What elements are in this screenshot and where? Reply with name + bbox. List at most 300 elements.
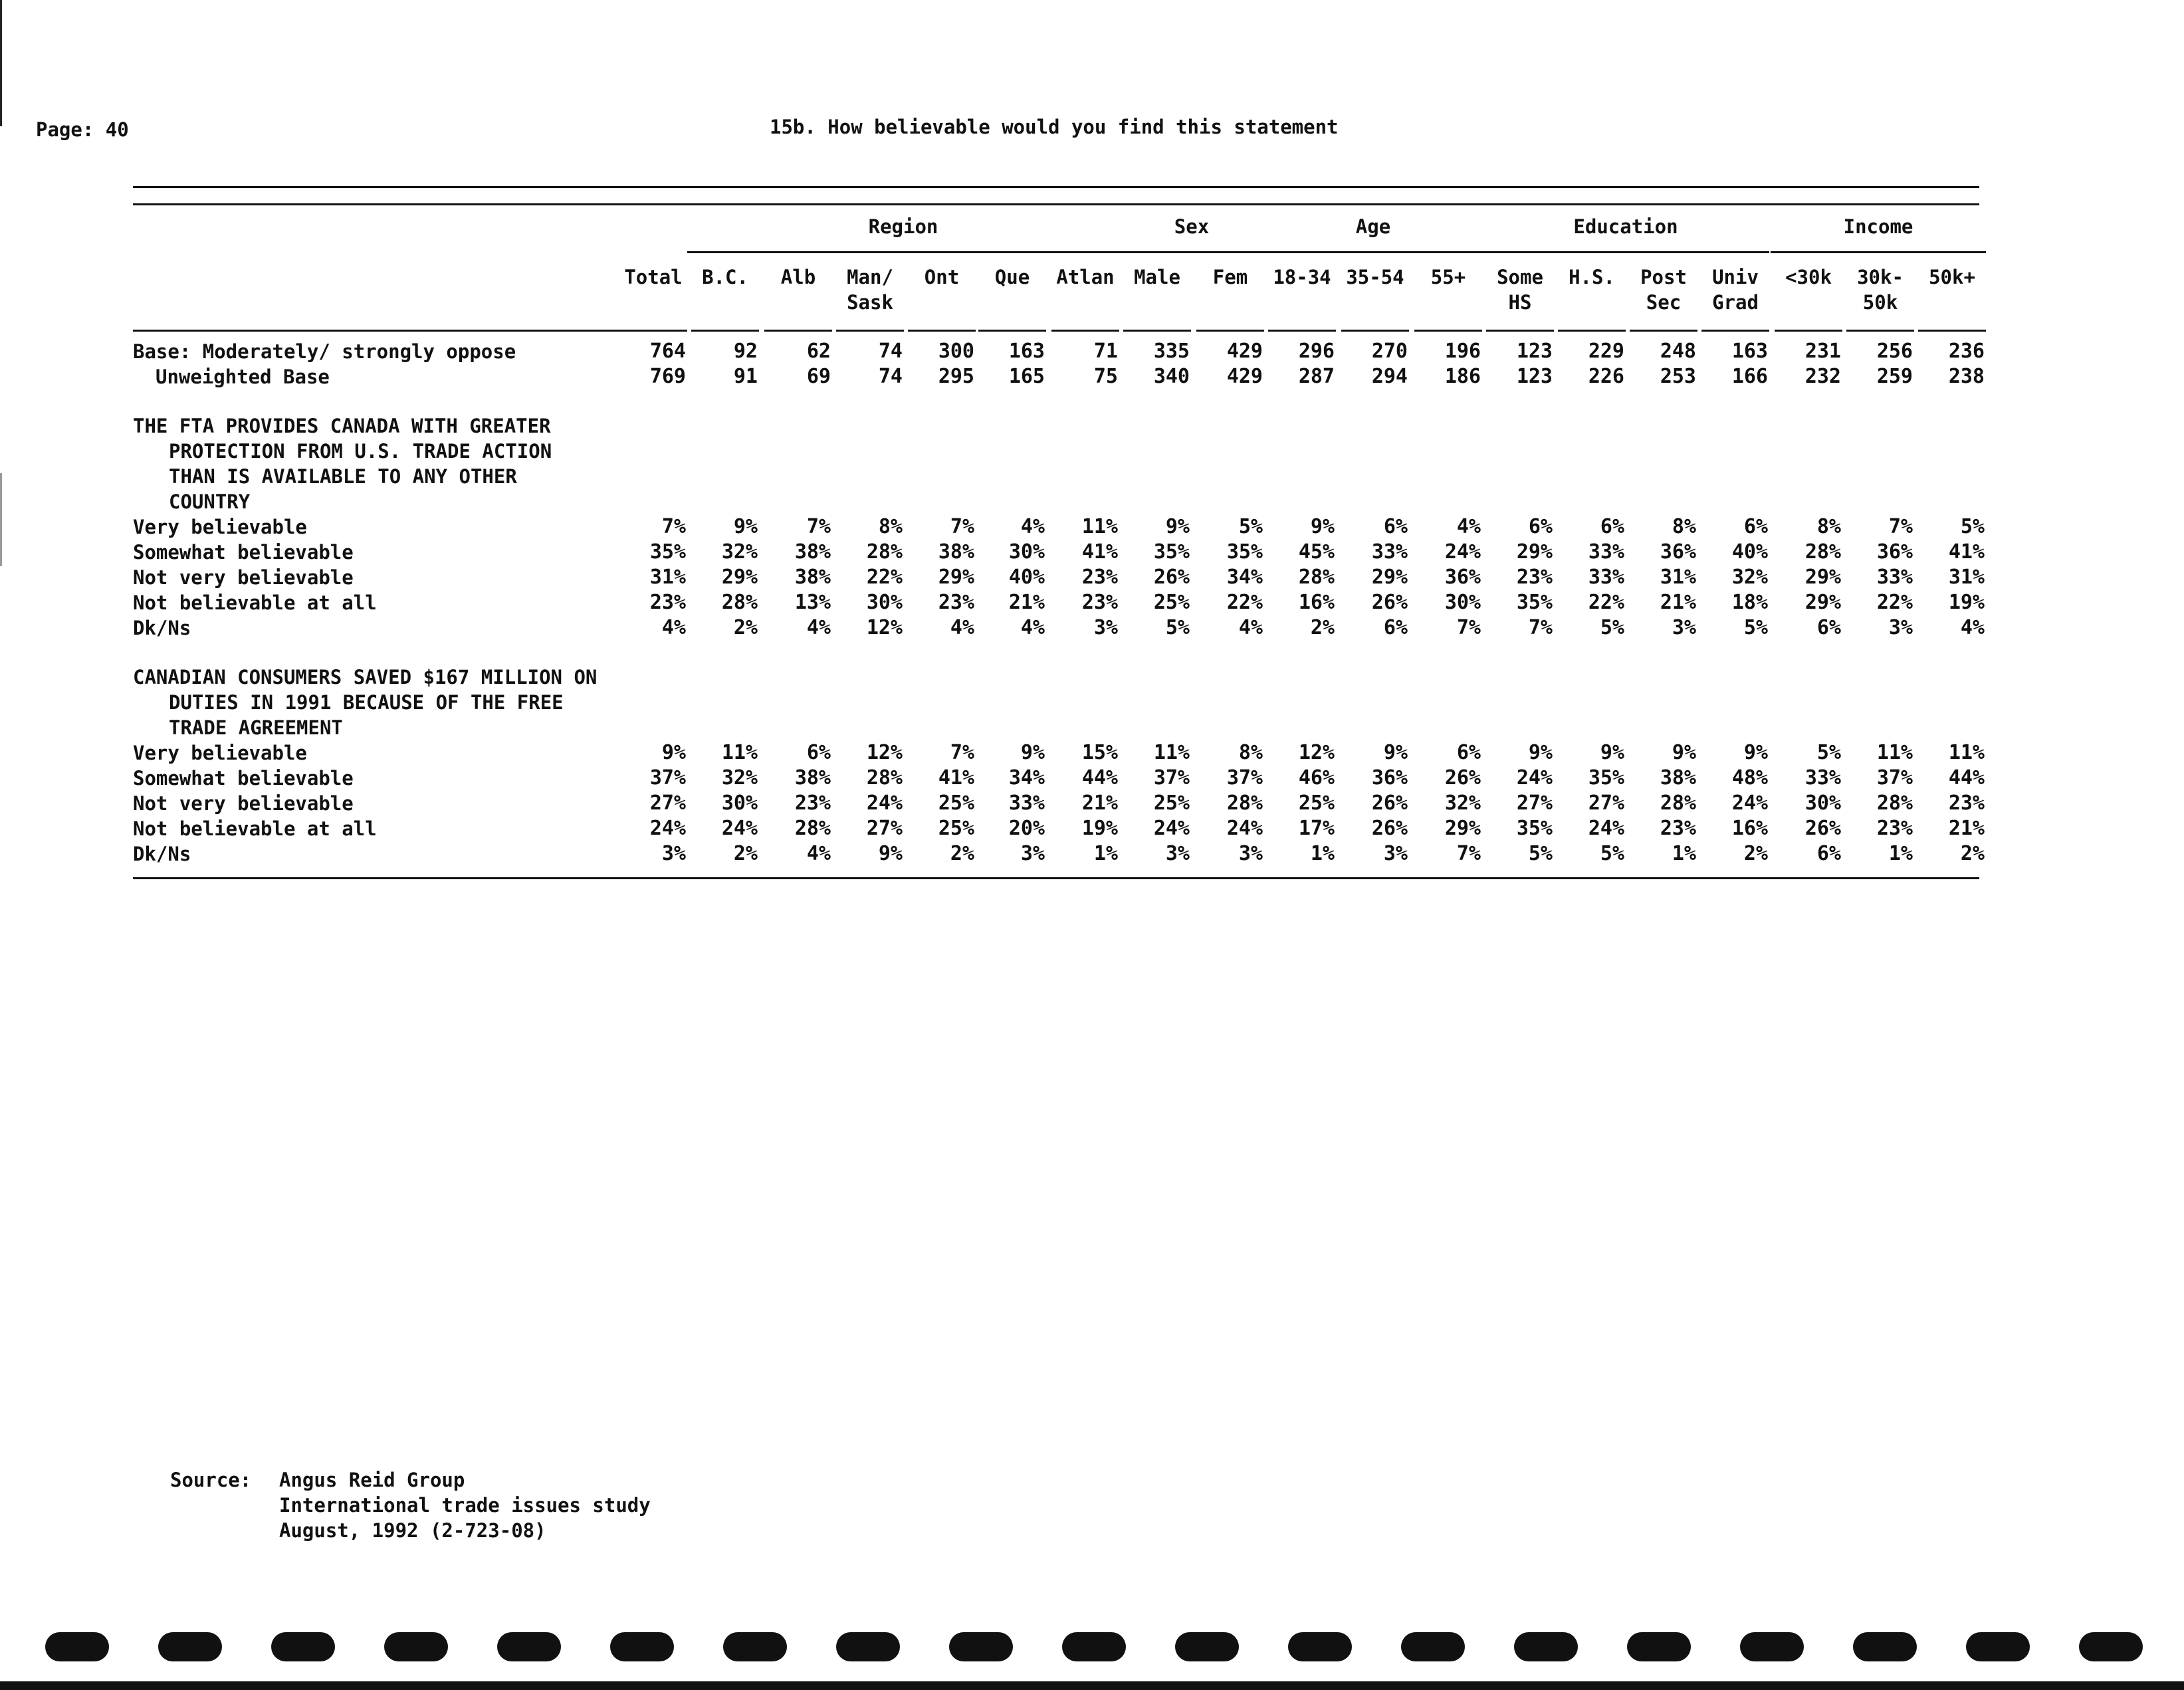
- column-header-underline: [1051, 330, 1119, 332]
- column-group-header: Sex: [1174, 215, 1210, 238]
- column-header: 18-34: [1273, 266, 1331, 288]
- page-edge-line: [0, 0, 2, 126]
- table-cell: 91: [733, 365, 758, 388]
- table-cell: 62: [806, 340, 831, 363]
- table-cell: 16%: [1298, 591, 1335, 614]
- punch-hole: [1627, 1632, 1691, 1661]
- statement-title: PROTECTION FROM U.S. TRADE ACTION: [169, 440, 552, 463]
- table-cell: 24%: [721, 817, 758, 840]
- table-cell: 28%: [721, 591, 758, 614]
- table-cell: 429: [1226, 365, 1263, 388]
- column-header: 35-54: [1346, 266, 1404, 288]
- table-cell: 3%: [1672, 616, 1696, 639]
- table-cell: 429: [1226, 340, 1263, 363]
- column-header: 30k-: [1857, 266, 1904, 288]
- table-cell: 23%: [1876, 817, 1913, 840]
- table-top-rule: [133, 186, 1979, 188]
- table-cell: 21%: [1008, 591, 1045, 614]
- table-cell: 30%: [1804, 792, 1841, 815]
- table-cell: 2%: [733, 842, 758, 865]
- column-header-underline: [1775, 330, 1842, 332]
- column-group-underline: [1264, 251, 1482, 253]
- table-cell: 35%: [1226, 540, 1263, 564]
- response-row-label: Dk/Ns: [133, 843, 191, 865]
- table-cell: 18%: [1731, 591, 1768, 614]
- table-cell: 3%: [1238, 842, 1263, 865]
- table-cell: 26%: [1371, 792, 1408, 815]
- column-header-underline: [1123, 330, 1191, 332]
- table-cell: 26%: [1804, 817, 1841, 840]
- column-header: Fem: [1212, 266, 1248, 288]
- column-header-underline: [908, 330, 976, 332]
- column-header-underline: [1558, 330, 1626, 332]
- base-row-label: Base: Moderately/ strongly oppose: [133, 340, 516, 363]
- punch-hole: [1966, 1632, 2030, 1661]
- table-cell: 4%: [950, 616, 974, 639]
- table-cell: 4%: [1238, 616, 1263, 639]
- table-cell: 3%: [1383, 842, 1408, 865]
- table-cell: 6%: [1383, 515, 1408, 538]
- column-header: Some: [1497, 266, 1543, 288]
- table-cell: 9%: [661, 741, 686, 764]
- table-cell: 48%: [1731, 766, 1768, 790]
- table-cell: 30%: [721, 792, 758, 815]
- table-cell: 27%: [1516, 792, 1553, 815]
- table-cell: 6%: [1383, 616, 1408, 639]
- statement-title: THE FTA PROVIDES CANADA WITH GREATER: [133, 415, 551, 437]
- table-cell: 29%: [721, 566, 758, 589]
- column-group-header: Age: [1355, 215, 1391, 238]
- table-cell: 44%: [1081, 766, 1118, 790]
- table-cell: 196: [1444, 340, 1481, 363]
- table-cell: 8%: [1672, 515, 1696, 538]
- punch-hole: [1175, 1632, 1239, 1661]
- table-cell: 46%: [1298, 766, 1335, 790]
- punch-hole: [384, 1632, 448, 1661]
- column-header: B.C.: [702, 266, 748, 288]
- response-row-label: Not very believable: [133, 792, 354, 815]
- table-cell: 3%: [661, 842, 686, 865]
- table-cell: 20%: [1008, 817, 1045, 840]
- table-cell: 38%: [938, 540, 974, 564]
- table-cell: 4%: [806, 616, 831, 639]
- table-cell: 25%: [938, 817, 974, 840]
- column-header: Ont: [924, 266, 960, 288]
- table-cell: 7%: [806, 515, 831, 538]
- source-line: Angus Reid Group: [279, 1469, 465, 1491]
- column-header-underline: [1341, 330, 1409, 332]
- table-cell: 40%: [1008, 566, 1045, 589]
- table-cell: 28%: [1226, 792, 1263, 815]
- table-cell: 9%: [1165, 515, 1190, 538]
- table-cell: 30%: [1008, 540, 1045, 564]
- table-cell: 37%: [1226, 766, 1263, 790]
- response-row-label: Not believable at all: [133, 591, 377, 614]
- table-cell: 769: [649, 365, 686, 388]
- table-cell: 41%: [1081, 540, 1118, 564]
- table-cell: 4%: [661, 616, 686, 639]
- punch-hole: [45, 1632, 109, 1661]
- table-cell: 7%: [950, 515, 974, 538]
- column-header-underline: [1414, 330, 1482, 332]
- table-cell: 22%: [866, 566, 903, 589]
- column-header-underline: [1486, 330, 1554, 332]
- table-cell: 23%: [1516, 566, 1553, 589]
- punch-hole: [271, 1632, 335, 1661]
- table-cell: 36%: [1444, 566, 1481, 589]
- table-cell: 236: [1948, 340, 1985, 363]
- table-cell: 5%: [1600, 616, 1624, 639]
- table-cell: 6%: [1743, 515, 1768, 538]
- column-header-underline: [619, 330, 687, 332]
- table-cell: 11%: [721, 741, 758, 764]
- punch-hole: [949, 1632, 1013, 1661]
- table-cell: 23%: [794, 792, 831, 815]
- table-cell: 30%: [1444, 591, 1481, 614]
- table-cell: 7%: [1456, 842, 1481, 865]
- response-row-label: Dk/Ns: [133, 617, 191, 639]
- table-cell: 69: [806, 365, 831, 388]
- table-cell: 238: [1948, 365, 1985, 388]
- table-cell: 8%: [878, 515, 903, 538]
- table-cell: 23%: [1081, 566, 1118, 589]
- table-cell: 41%: [1948, 540, 1985, 564]
- column-header-underline: [1846, 330, 1914, 332]
- table-cell: 32%: [721, 540, 758, 564]
- page-edge-mark: [0, 473, 2, 566]
- column-header-sub: Sec: [1646, 291, 1682, 314]
- table-cell: 11%: [1948, 741, 1985, 764]
- table-cell: 40%: [1731, 540, 1768, 564]
- column-group-header: Education: [1573, 215, 1678, 238]
- table-cell: 45%: [1298, 540, 1335, 564]
- table-cell: 35%: [1588, 766, 1624, 790]
- table-cell: 5%: [1960, 515, 1985, 538]
- table-cell: 340: [1153, 365, 1190, 388]
- table-cell: 28%: [1660, 792, 1696, 815]
- table-cell: 32%: [721, 766, 758, 790]
- table-cell: 25%: [1298, 792, 1335, 815]
- table-cell: 41%: [938, 766, 974, 790]
- table-cell: 4%: [1020, 616, 1045, 639]
- table-cell: 26%: [1371, 817, 1408, 840]
- column-group-underline: [1482, 251, 1769, 253]
- punch-hole: [610, 1632, 674, 1661]
- table-cell: 23%: [1948, 792, 1985, 815]
- table-cell: 28%: [866, 540, 903, 564]
- column-header: Que: [994, 266, 1030, 288]
- table-cell: 19%: [1081, 817, 1118, 840]
- table-cell: 23%: [1660, 817, 1696, 840]
- response-row-label: Not very believable: [133, 566, 354, 589]
- table-cell: 28%: [794, 817, 831, 840]
- table-cell: 33%: [1588, 540, 1624, 564]
- table-cell: 6%: [806, 741, 831, 764]
- table-cell: 6%: [1528, 515, 1553, 538]
- table-cell: 5%: [1743, 616, 1768, 639]
- table-cell: 8%: [1238, 741, 1263, 764]
- table-cell: 28%: [1298, 566, 1335, 589]
- table-cell: 21%: [1660, 591, 1696, 614]
- column-header: 55+: [1430, 266, 1466, 288]
- table-cell: 9%: [733, 515, 758, 538]
- table-cell: 3%: [1165, 842, 1190, 865]
- table-cell: 11%: [1081, 515, 1118, 538]
- page-number: Page: 40: [36, 118, 129, 141]
- column-group-header: Region: [868, 215, 938, 238]
- response-row-label: Very believable: [133, 516, 307, 538]
- table-cell: 38%: [794, 566, 831, 589]
- table-cell: 28%: [1804, 540, 1841, 564]
- table-cell: 23%: [649, 591, 686, 614]
- table-cell: 24%: [1153, 817, 1190, 840]
- table-cell: 6%: [1456, 741, 1481, 764]
- table-cell: 74: [878, 340, 903, 363]
- punch-hole: [497, 1632, 561, 1661]
- column-header-sub: HS: [1508, 291, 1532, 314]
- table-cell: 259: [1876, 365, 1913, 388]
- table-cell: 2%: [733, 616, 758, 639]
- table-cell: 29%: [938, 566, 974, 589]
- table-cell: 6%: [1816, 842, 1841, 865]
- column-header-underline: [1918, 330, 1986, 332]
- page-bottom-bar: [0, 1681, 2184, 1690]
- table-cell: 33%: [1371, 540, 1408, 564]
- table-cell: 9%: [1383, 741, 1408, 764]
- table-cell: 38%: [794, 766, 831, 790]
- table-cell: 24%: [1731, 792, 1768, 815]
- table-cell: 35%: [1516, 817, 1553, 840]
- table-cell: 25%: [1153, 591, 1190, 614]
- response-row-label: Somewhat believable: [133, 541, 354, 564]
- column-header: 50k+: [1929, 266, 1975, 288]
- table-cell: 165: [1008, 365, 1045, 388]
- source-line: August, 1992 (2-723-08): [279, 1519, 546, 1542]
- table-cell: 12%: [866, 616, 903, 639]
- statement-title: DUTIES IN 1991 BECAUSE OF THE FREE: [169, 691, 564, 714]
- table-cell: 4%: [1020, 515, 1045, 538]
- table-cell: 248: [1660, 340, 1696, 363]
- table-cell: 287: [1298, 365, 1335, 388]
- table-cell: 21%: [1948, 817, 1985, 840]
- table-cell: 92: [733, 340, 758, 363]
- table-cell: 123: [1516, 340, 1553, 363]
- table-cell: 6%: [1600, 515, 1624, 538]
- table-cell: 9%: [1020, 741, 1045, 764]
- table-cell: 7%: [661, 515, 686, 538]
- table-cell: 21%: [1081, 792, 1118, 815]
- table-cell: 36%: [1660, 540, 1696, 564]
- page-title: 15b. How believable would you find this statement: [770, 116, 1339, 138]
- table-cell: 22%: [1588, 591, 1624, 614]
- table-cell: 37%: [1876, 766, 1913, 790]
- table-cell: 764: [649, 340, 686, 363]
- table-cell: 253: [1660, 365, 1696, 388]
- column-header: Alb: [780, 266, 816, 288]
- table-cell: 300: [938, 340, 974, 363]
- table-cell: 1%: [1888, 842, 1913, 865]
- table-cell: 123: [1516, 365, 1553, 388]
- table-bottom-rule: [133, 877, 1979, 879]
- table-cell: 3%: [1020, 842, 1045, 865]
- table-cell: 2%: [1310, 616, 1335, 639]
- table-cell: 7%: [1528, 616, 1553, 639]
- punch-hole: [1514, 1632, 1578, 1661]
- table-cell: 36%: [1876, 540, 1913, 564]
- table-cell: 2%: [1960, 842, 1985, 865]
- table-cell: 31%: [1660, 566, 1696, 589]
- column-header-underline: [1630, 330, 1697, 332]
- punch-hole: [836, 1632, 900, 1661]
- table-cell: 35%: [1516, 591, 1553, 614]
- table-cell: 29%: [1444, 817, 1481, 840]
- table-cell: 29%: [1804, 591, 1841, 614]
- table-cell: 25%: [1153, 792, 1190, 815]
- response-row-label: Not believable at all: [133, 817, 377, 840]
- table-cell: 3%: [1093, 616, 1118, 639]
- column-group-underline: [1771, 251, 1986, 253]
- response-row-label: Very believable: [133, 742, 307, 764]
- table-cell: 4%: [806, 842, 831, 865]
- statement-title: COUNTRY: [169, 490, 251, 513]
- column-header: Post: [1640, 266, 1687, 288]
- table-cell: 3%: [1888, 616, 1913, 639]
- table-cell: 2%: [1743, 842, 1768, 865]
- table-cell: 11%: [1153, 741, 1190, 764]
- table-cell: 5%: [1528, 842, 1553, 865]
- column-header: H.S.: [1569, 266, 1615, 288]
- table-cell: 24%: [1516, 766, 1553, 790]
- table-cell: 1%: [1093, 842, 1118, 865]
- table-cell: 32%: [1444, 792, 1481, 815]
- table-cell: 294: [1371, 365, 1408, 388]
- column-header-underline: [978, 330, 1046, 332]
- table-cell: 9%: [1743, 741, 1768, 764]
- punch-hole: [723, 1632, 787, 1661]
- table-cell: 295: [938, 365, 974, 388]
- table-cell: 26%: [1444, 766, 1481, 790]
- table-cell: 19%: [1948, 591, 1985, 614]
- table-cell: 34%: [1226, 566, 1263, 589]
- table-cell: 8%: [1816, 515, 1841, 538]
- table-cell: 5%: [1600, 842, 1624, 865]
- table-cell: 24%: [1588, 817, 1624, 840]
- table-cell: 9%: [1672, 741, 1696, 764]
- punch-hole: [158, 1632, 222, 1661]
- table-cell: 29%: [1516, 540, 1553, 564]
- table-cell: 33%: [1588, 566, 1624, 589]
- column-header-underline: [1196, 330, 1264, 332]
- table-cell: 26%: [1153, 566, 1190, 589]
- table-cell: 16%: [1731, 817, 1768, 840]
- column-group-underline: [687, 251, 1119, 253]
- table-cell: 74: [878, 365, 903, 388]
- table-cell: 37%: [1153, 766, 1190, 790]
- statement-title: CANADIAN CONSUMERS SAVED $167 MILLION ON: [133, 666, 598, 688]
- table-cell: 31%: [649, 566, 686, 589]
- table-cell: 75: [1093, 365, 1118, 388]
- table-cell: 35%: [649, 540, 686, 564]
- table-cell: 6%: [1816, 616, 1841, 639]
- table-cell: 36%: [1371, 766, 1408, 790]
- table-cell: 24%: [866, 792, 903, 815]
- table-cell: 27%: [866, 817, 903, 840]
- punch-hole: [1853, 1632, 1917, 1661]
- table-cell: 27%: [1588, 792, 1624, 815]
- table-cell: 38%: [1660, 766, 1696, 790]
- column-header: <30k: [1785, 266, 1832, 288]
- table-cell: 5%: [1165, 616, 1190, 639]
- column-header: Atlan: [1056, 266, 1115, 288]
- table-cell: 23%: [1081, 591, 1118, 614]
- table-cell: 11%: [1876, 741, 1913, 764]
- column-header: Total: [624, 266, 683, 288]
- table-cell: 26%: [1371, 591, 1408, 614]
- table-cell: 17%: [1298, 817, 1335, 840]
- table-cell: 29%: [1804, 566, 1841, 589]
- table-cell: 4%: [1960, 616, 1985, 639]
- table-cell: 232: [1804, 365, 1841, 388]
- column-header-sub: Sask: [847, 291, 893, 314]
- source-label: Source:: [170, 1469, 252, 1491]
- punch-hole: [1740, 1632, 1804, 1661]
- table-cell: 4%: [1456, 515, 1481, 538]
- table-cell: 296: [1298, 340, 1335, 363]
- column-header-underline: [836, 330, 904, 332]
- punch-hole: [1401, 1632, 1465, 1661]
- table-cell: 29%: [1371, 566, 1408, 589]
- table-cell: 38%: [794, 540, 831, 564]
- table-cell: 13%: [794, 591, 831, 614]
- punch-hole: [1288, 1632, 1352, 1661]
- table-cell: 231: [1804, 340, 1841, 363]
- table-cell: 71: [1093, 340, 1118, 363]
- table-cell: 24%: [1444, 540, 1481, 564]
- table-top-rule-2: [133, 203, 1979, 205]
- column-header: Male: [1134, 266, 1180, 288]
- column-header-sub: Grad: [1712, 291, 1759, 314]
- source-line: International trade issues study: [279, 1494, 651, 1517]
- table-cell: 12%: [866, 741, 903, 764]
- table-cell: 34%: [1008, 766, 1045, 790]
- table-cell: 32%: [1731, 566, 1768, 589]
- table-cell: 2%: [950, 842, 974, 865]
- table-cell: 335: [1153, 340, 1190, 363]
- table-cell: 33%: [1804, 766, 1841, 790]
- table-cell: 22%: [1876, 591, 1913, 614]
- table-cell: 27%: [649, 792, 686, 815]
- column-group-header: Income: [1843, 215, 1913, 238]
- table-cell: 31%: [1948, 566, 1985, 589]
- table-cell: 7%: [1456, 616, 1481, 639]
- column-header-underline: [691, 330, 759, 332]
- table-cell: 186: [1444, 365, 1481, 388]
- column-header-underline: [764, 330, 832, 332]
- response-row-label: Somewhat believable: [133, 767, 354, 790]
- table-cell: 37%: [649, 766, 686, 790]
- table-cell: 33%: [1008, 792, 1045, 815]
- table-cell: 166: [1731, 365, 1768, 388]
- table-cell: 24%: [649, 817, 686, 840]
- table-cell: 163: [1731, 340, 1768, 363]
- table-cell: 28%: [1876, 792, 1913, 815]
- table-cell: 30%: [866, 591, 903, 614]
- table-cell: 5%: [1816, 741, 1841, 764]
- column-group-underline: [1119, 251, 1264, 253]
- column-header-underline: [1268, 330, 1336, 332]
- statement-title: THAN IS AVAILABLE TO ANY OTHER: [169, 465, 517, 488]
- table-cell: 5%: [1238, 515, 1263, 538]
